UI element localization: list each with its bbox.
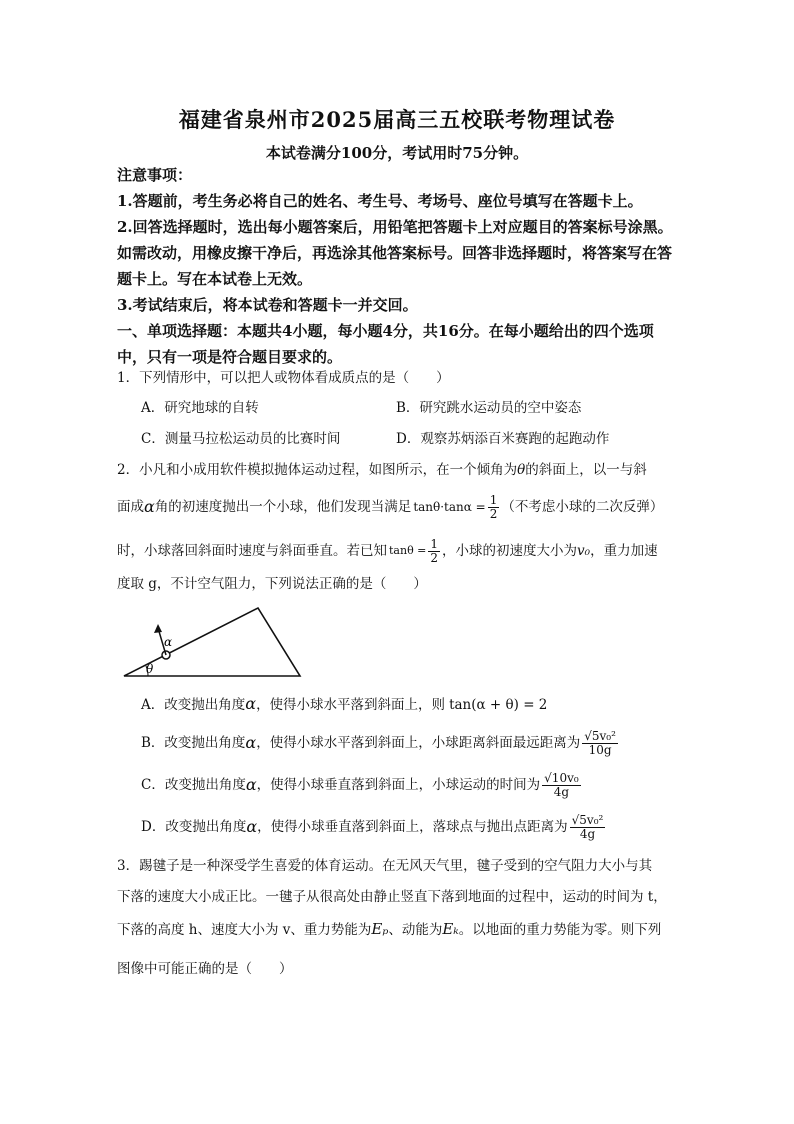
q3-line-3: [117, 918, 683, 941]
q3-line-1: 3．踢毽子是一种深受学生喜爱的体育运动。在无风天气里，毽子受到的空气阻力大小与其: [117, 858, 653, 874]
q2-text: 面成: [117, 499, 144, 515]
option-c-fraction: [542, 772, 581, 799]
fraction-denominator: 2: [430, 550, 439, 565]
q2-text: ，重力加速: [590, 543, 658, 559]
q2-formula: tanθ =: [389, 544, 427, 557]
incline-diagram: [118, 600, 308, 682]
section-1-heading: 一、单项选择题：本题共4小题，每小题4分，共16分。在每小题给出的四个选项中，只有一项是符合题目要求的。: [117, 322, 654, 366]
fraction-numerator: √5v₀²: [571, 812, 604, 827]
q2-line-3: [117, 533, 683, 569]
alpha-label: α: [164, 635, 173, 649]
q1-option-c: C．测量马拉松运动员的比赛时间: [141, 431, 341, 447]
q2-option-text: D．改变抛出角度: [141, 819, 247, 835]
q2-option-text: B．改变抛出角度: [141, 735, 246, 751]
q2-line-4: 度取 g，不计空气阻力，下列说法正确的是（ ）: [117, 576, 427, 592]
q2-option-text: C．改变抛出角度: [141, 777, 246, 793]
fraction-numerator: 1: [430, 536, 439, 551]
q1-option-d: D．观察苏炳添百米赛跑的起跑动作: [396, 431, 610, 447]
q2-line-1: [117, 459, 683, 481]
q3-line-4: 图像中可能正确的是（ ）: [117, 961, 293, 977]
page-title: 福建省泉州市2025届高三五校联考物理试卷: [178, 107, 616, 132]
fraction-denominator: 10g: [588, 742, 612, 757]
q2-text: 的斜面上，以一与斜: [525, 462, 647, 478]
q2-option-text: ，使得小球垂直落到斜面上，落球点与抛出点距离为: [257, 819, 568, 835]
option-b-fraction: [582, 730, 618, 757]
q2-option-a: [141, 693, 547, 716]
alpha-symbol: α: [245, 733, 257, 752]
q2-option-text: ，使得小球垂直落到斜面上，小球运动的时间为: [256, 777, 541, 793]
q1-option-b: B．研究跳水运动员的空中姿态: [396, 400, 582, 416]
q1-stem: 1．下列情形中，可以把人或物体看成质点的是（ ）: [117, 370, 450, 386]
theta-label: θ: [146, 662, 154, 676]
page-subtitle: 本试卷满分100分，考试用时75分钟。: [265, 144, 529, 162]
q2-text: 角的初速度抛出一个小球，他们发现当满足: [154, 499, 412, 515]
fraction-denominator: 4g: [579, 826, 596, 841]
v0-symbol: v₀: [577, 543, 591, 559]
q2-option-text: ，使得小球水平落到斜面上，小球距离斜面最远距离为: [256, 735, 581, 751]
alpha-symbol: α: [144, 497, 155, 516]
q2-option-text: A．改变抛出角度: [141, 697, 246, 713]
q1-option-a: A．研究地球的自转: [141, 400, 259, 416]
q3-text: 、动能为: [388, 922, 443, 938]
notice-heading: 注意事项：: [117, 166, 193, 184]
option-d-fraction: [570, 814, 606, 841]
notice-item-1: 1.答题前，考生务必将自己的姓名、考生号、考场号、座位号填写在答题卡上。: [117, 192, 643, 210]
theta-symbol: θ: [517, 462, 526, 478]
velocity-arrowhead: [154, 624, 162, 633]
alpha-symbol: α: [246, 817, 258, 836]
q2-text: （不考虑小球的二次反弹）: [501, 499, 664, 515]
half-fraction: [428, 538, 440, 565]
fraction-denominator: 2: [489, 506, 498, 521]
q2-line-2: [117, 487, 683, 527]
q3-text: 下落的高度 h、速度大小为 v、重力势能为: [117, 922, 372, 938]
q2-option-d: [141, 810, 607, 844]
q3-line-2: 下落的速度大小成正比。一毽子从很高处由静止竖直下落到地面的过程中，运动的时间为 t，: [117, 889, 667, 905]
q2-option-b: [141, 726, 620, 760]
half-fraction: [488, 494, 500, 521]
ep-symbol: Eₚ: [371, 920, 389, 938]
q2-text: 2．小凡和小成用软件模拟抛体运动过程，如图所示，在一个倾角为: [117, 462, 518, 478]
q2-option-text: ，使得小球水平落到斜面上，则: [256, 697, 446, 713]
q2-text: ，小球的初速度大小为: [442, 543, 578, 559]
notice-block: [117, 162, 683, 370]
notice-item-3: 3.考试结束后，将本试卷和答题卡一并交回。: [117, 296, 418, 314]
q3-text: 。以地面的重力势能为零。则下列: [458, 922, 662, 938]
ek-symbol: Eₖ: [442, 920, 459, 938]
fraction-denominator: 4g: [553, 784, 570, 799]
fraction-numerator: 1: [489, 492, 498, 507]
q2-formula: tanθ·tanα =: [413, 500, 486, 514]
fraction-numerator: √10v₀: [544, 770, 579, 785]
notice-item-2: 2.回答选择题时，选出每小题答案后，用铅笔把答题卡上对应题目的答案标号涂黑。如需改动，用橡皮擦干净后，再选涂其他答案标号。回答非选择题时，将答案写在答题卡上。写在本试卷上无效。: [117, 218, 673, 288]
alpha-symbol: α: [245, 775, 257, 794]
q2-option-formula: tan(α + θ) = 2: [449, 697, 548, 713]
q2-option-c: [141, 768, 583, 802]
q2-text: 时，小球落回斜面时速度与斜面垂直。若已知: [117, 543, 387, 559]
alpha-symbol: α: [245, 694, 257, 713]
fraction-numerator: √5v₀²: [584, 728, 616, 743]
